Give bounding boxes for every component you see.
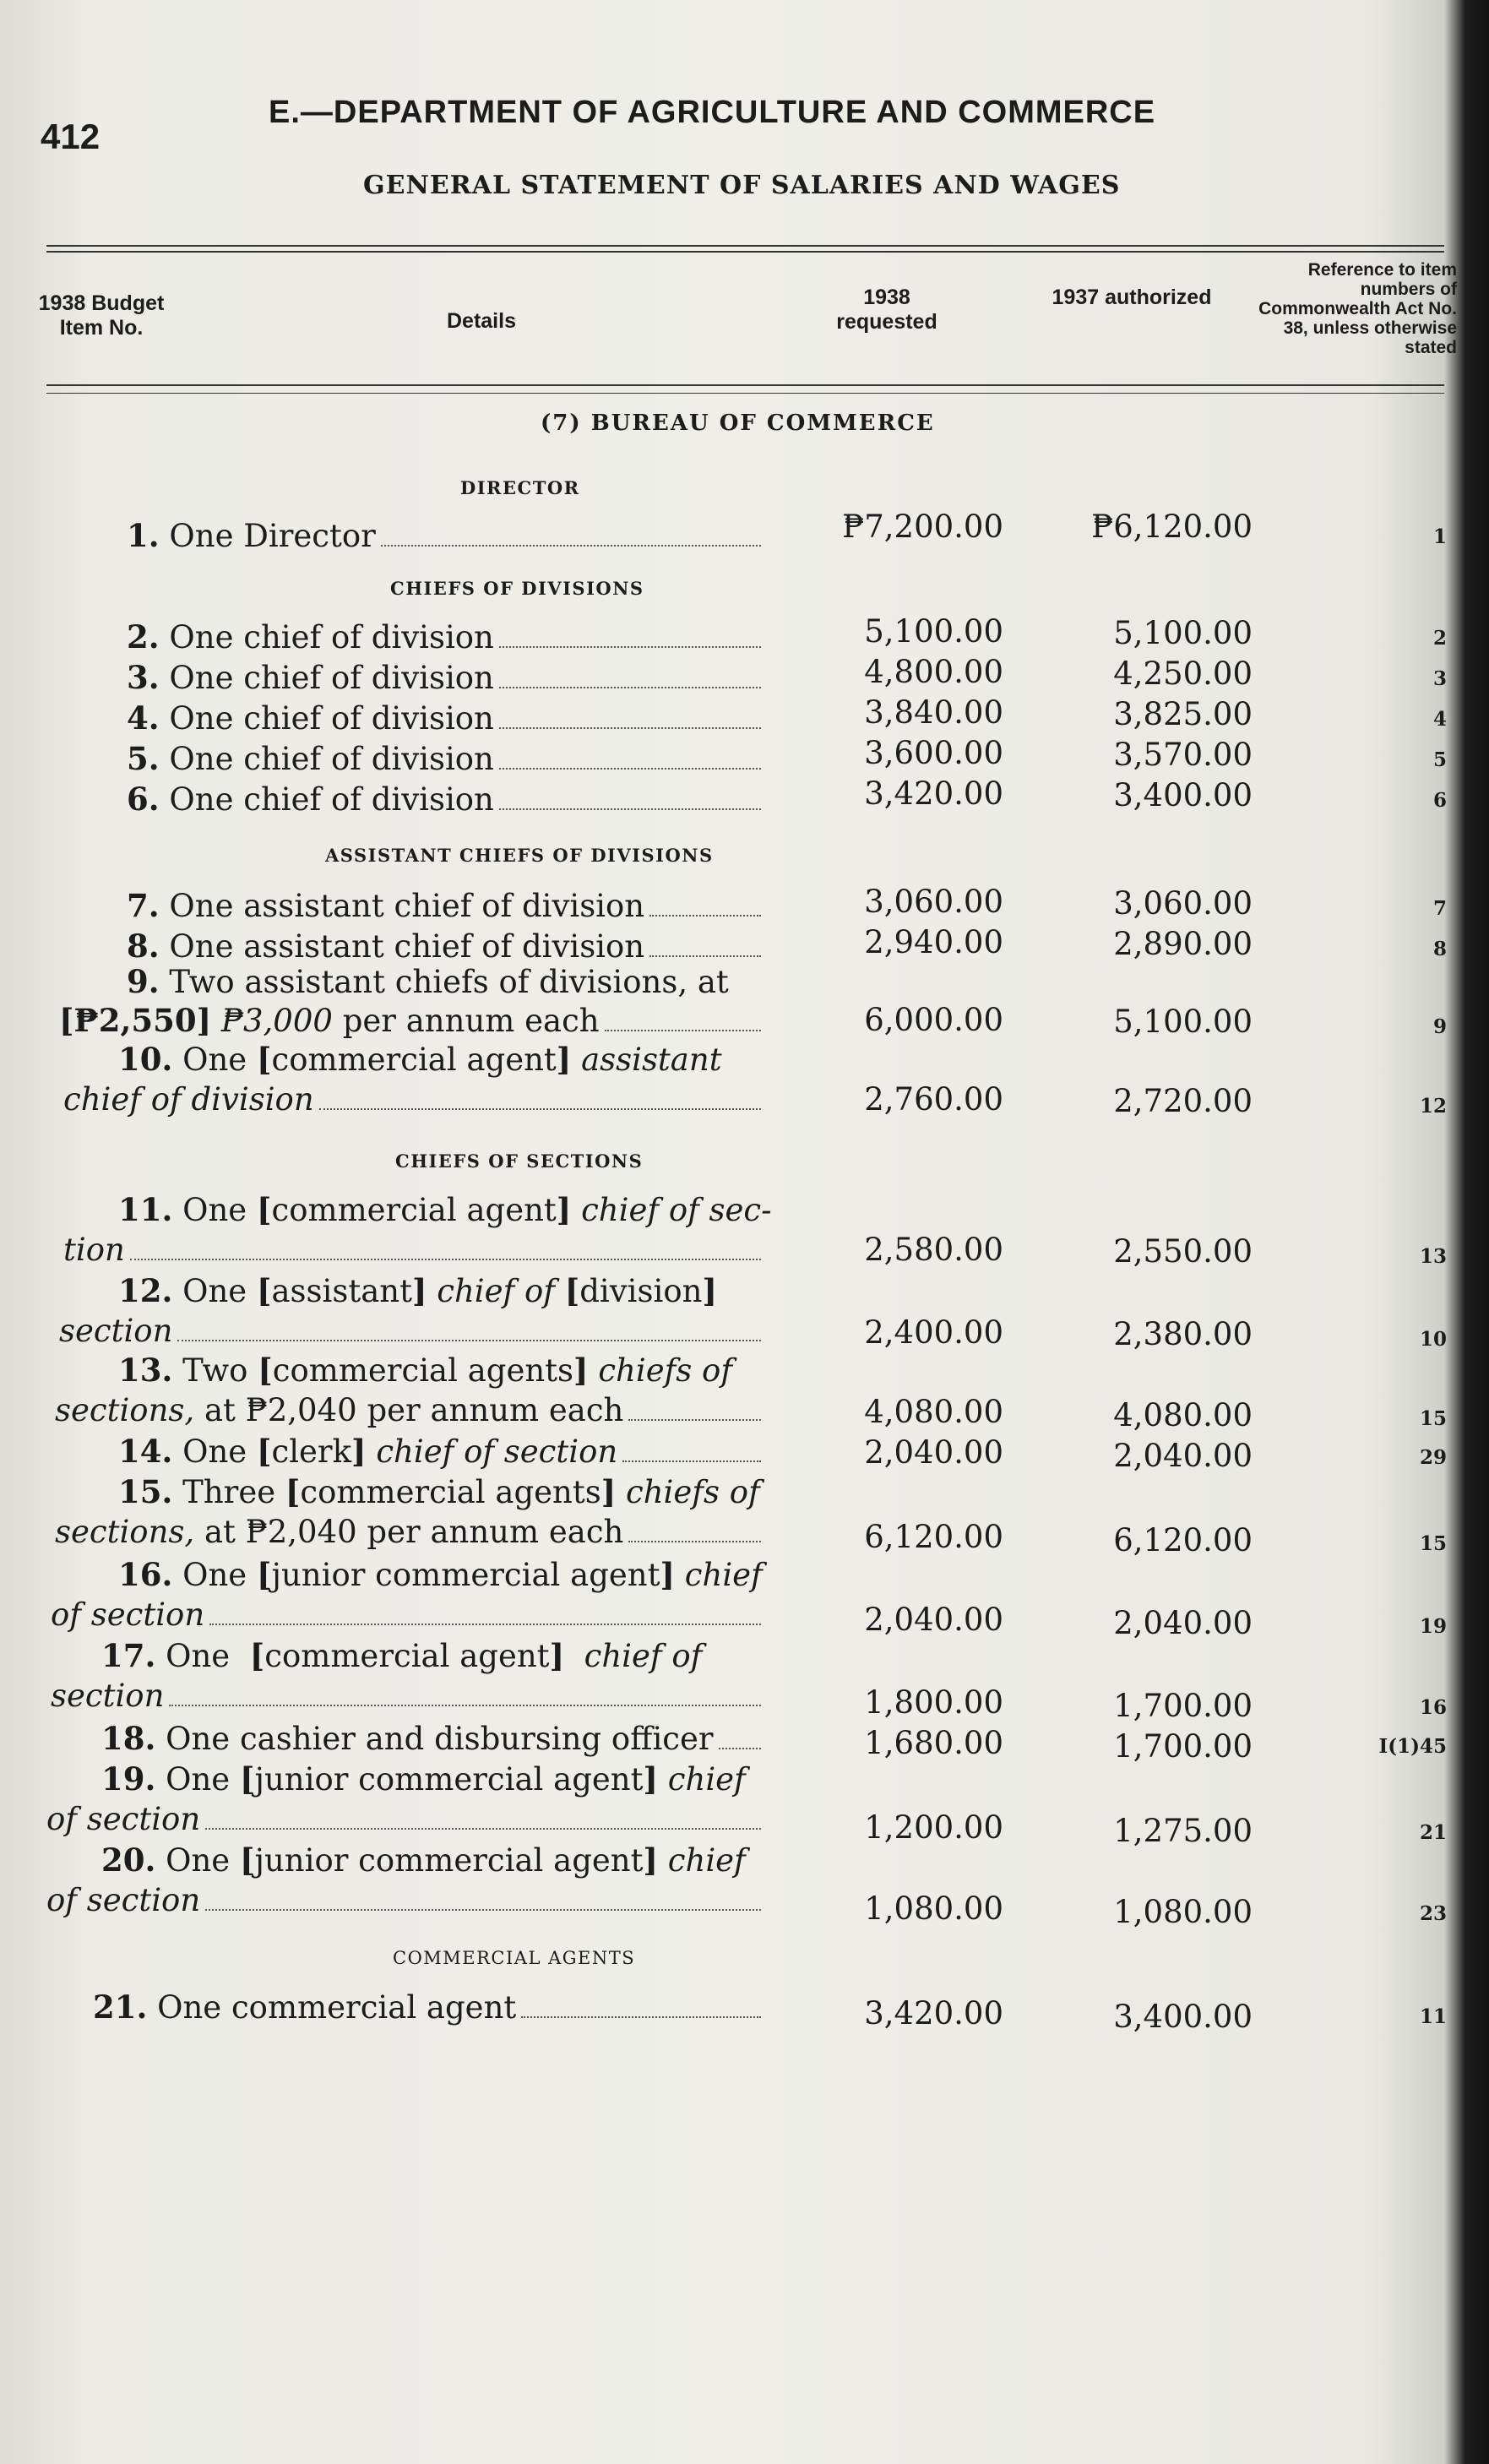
list-item: 18. One cashier and disbursing officer bbox=[0, 1720, 764, 1758]
list-item: 15. Three [ commercial agents ] chiefs of bbox=[118, 1473, 760, 1510]
section-heading-assistant-chiefs: ASSISTANT CHIEFS OF DIVISIONS bbox=[325, 845, 714, 866]
amount-requested: 2,580.00 bbox=[864, 1232, 1003, 1268]
list-item-continuation: section bbox=[0, 1678, 764, 1715]
statement-title: GENERAL STATEMENT OF SALARIES AND WAGES bbox=[363, 171, 1121, 200]
reference-number: 8 bbox=[1432, 938, 1447, 960]
amount-authorized: 3,570.00 bbox=[1113, 737, 1253, 773]
reference-number: 6 bbox=[1432, 789, 1447, 812]
amount-requested: 4,080.00 bbox=[864, 1394, 1003, 1430]
list-item: 8. One assistant chief of division bbox=[0, 927, 764, 965]
list-item: 11. One [ commercial agent ] chief of sec- bbox=[118, 1191, 772, 1228]
list-item-continuation: tion bbox=[0, 1232, 764, 1269]
amount-authorized: 4,080.00 bbox=[1113, 1397, 1253, 1433]
reference-number: 19 bbox=[1419, 1615, 1447, 1638]
list-item: 20. One [ junior commercial agent ] chief bbox=[101, 1841, 746, 1879]
department-title: E.—DEPARTMENT OF AGRICULTURE AND COMMERCE bbox=[269, 95, 1156, 130]
reference-number: 2 bbox=[1432, 627, 1447, 650]
list-item: 9. Two assistant chiefs of divisions, at bbox=[127, 963, 729, 1000]
reference-number: 10 bbox=[1419, 1328, 1447, 1351]
list-item: 4. One chief of division bbox=[0, 699, 764, 737]
amount-authorized: 5,100.00 bbox=[1113, 615, 1253, 651]
col-header-requested: 1938 requested bbox=[836, 286, 937, 334]
col-header-details: Details bbox=[447, 309, 516, 333]
reference-number: 23 bbox=[1419, 1902, 1447, 1925]
amount-requested: 1,800.00 bbox=[864, 1684, 1003, 1721]
reference-number: 3 bbox=[1432, 667, 1447, 690]
list-item-continuation: of section bbox=[0, 1882, 764, 1919]
bureau-heading: (7) BUREAU OF COMMERCE bbox=[541, 411, 935, 436]
list-item-continuation: [ ₱2,550 ] ₱3,000 per annum each bbox=[0, 1002, 764, 1040]
amount-authorized: 3,060.00 bbox=[1113, 885, 1253, 922]
amount-authorized: 6,120.00 bbox=[1113, 1522, 1253, 1558]
list-item: 12. One [ assistant ] chief of [ division ] bbox=[118, 1272, 717, 1309]
amount-requested: 1,680.00 bbox=[864, 1725, 1003, 1761]
header-rule-top bbox=[46, 245, 1444, 247]
amount-requested: 2,040.00 bbox=[864, 1434, 1003, 1471]
list-item-continuation: section bbox=[0, 1313, 764, 1350]
amount-authorized: 1,080.00 bbox=[1113, 1894, 1253, 1930]
amount-requested: 2,040.00 bbox=[864, 1602, 1003, 1638]
amount-authorized: 1,700.00 bbox=[1113, 1688, 1253, 1724]
page-number: 412 bbox=[41, 117, 101, 156]
list-item: 19. One [ junior commercial agent ] chief bbox=[101, 1760, 746, 1798]
reference-number: 9 bbox=[1432, 1015, 1447, 1038]
amount-authorized: ₱6,120.00 bbox=[1091, 509, 1253, 545]
amount-authorized: 1,700.00 bbox=[1113, 1728, 1253, 1765]
list-item: 21. One commercial agent bbox=[0, 1988, 764, 2026]
amount-requested: 3,060.00 bbox=[864, 884, 1003, 920]
list-item-continuation: sections, at ₱2,040 per annum each bbox=[0, 1514, 764, 1551]
list-item-continuation: of section bbox=[0, 1801, 764, 1838]
amount-authorized: 3,825.00 bbox=[1113, 696, 1253, 732]
section-heading-chiefs-divisions: CHIEFS OF DIVISIONS bbox=[390, 578, 644, 599]
header-rule-bottom-2 bbox=[46, 393, 1444, 394]
amount-requested: 2,400.00 bbox=[864, 1314, 1003, 1351]
amount-requested: 2,940.00 bbox=[864, 924, 1003, 960]
col-header-authorized: 1937 authorized bbox=[1052, 286, 1212, 309]
amount-authorized: 2,040.00 bbox=[1113, 1605, 1253, 1641]
amount-requested: 3,420.00 bbox=[864, 775, 1003, 812]
list-item-continuation: sections, at ₱2,040 per annum each bbox=[0, 1392, 764, 1429]
amount-authorized: 2,380.00 bbox=[1113, 1316, 1253, 1352]
header-rule-top-2 bbox=[46, 251, 1444, 253]
list-item-continuation: of section bbox=[0, 1596, 764, 1634]
list-item: 1. One Director bbox=[0, 517, 764, 555]
amount-authorized: 3,400.00 bbox=[1113, 1999, 1253, 2035]
reference-number: 15 bbox=[1419, 1407, 1447, 1430]
list-item: 6. One chief of division bbox=[0, 781, 764, 819]
amount-authorized: 5,100.00 bbox=[1113, 1004, 1253, 1040]
section-heading-commercial-agents: COMMERCIAL AGENTS bbox=[393, 1948, 636, 1968]
list-item: 13. Two [ commercial agents ] chiefs of bbox=[118, 1352, 733, 1389]
amount-requested: 6,120.00 bbox=[864, 1519, 1003, 1555]
amount-requested: 2,760.00 bbox=[864, 1081, 1003, 1118]
reference-number: 29 bbox=[1419, 1446, 1447, 1469]
col-header-item-no: 1938 Budget Item No. bbox=[38, 291, 165, 340]
reference-number: 11 bbox=[1419, 2005, 1447, 2028]
section-heading-director: DIRECTOR bbox=[460, 477, 580, 498]
amount-requested: 6,000.00 bbox=[864, 1002, 1003, 1038]
reference-number: 4 bbox=[1432, 708, 1447, 731]
list-item: 7. One assistant chief of division bbox=[0, 887, 764, 925]
reference-number: 12 bbox=[1419, 1095, 1447, 1118]
amount-authorized: 2,040.00 bbox=[1113, 1438, 1253, 1474]
amount-requested: 1,200.00 bbox=[864, 1809, 1003, 1846]
reference-number: I(1)45 bbox=[1378, 1735, 1447, 1758]
col-header-reference: Reference to item numbers of Commonwealth Act No. 38, unless otherwise stated bbox=[1258, 260, 1457, 357]
amount-requested: 3,600.00 bbox=[864, 735, 1003, 771]
amount-authorized: 2,720.00 bbox=[1113, 1083, 1253, 1119]
list-item: 2. One chief of division bbox=[0, 618, 764, 656]
reference-number: 15 bbox=[1419, 1532, 1447, 1555]
reference-number: 1 bbox=[1432, 525, 1447, 548]
reference-number: 21 bbox=[1419, 1821, 1447, 1844]
list-item: 17. One [ commercial agent ] chief of bbox=[101, 1637, 703, 1674]
amount-authorized: 1,275.00 bbox=[1113, 1813, 1253, 1849]
reference-number: 7 bbox=[1432, 897, 1447, 920]
reference-number: 5 bbox=[1432, 748, 1447, 771]
reference-number: 16 bbox=[1419, 1696, 1447, 1719]
list-item: 10. One [ commercial agent ] assistant bbox=[118, 1041, 722, 1078]
list-item: 14. One [ clerk ] chief of section bbox=[0, 1433, 764, 1471]
amount-requested: 1,080.00 bbox=[864, 1890, 1003, 1927]
amount-requested: 3,420.00 bbox=[864, 1995, 1003, 2032]
header-rule-bottom bbox=[46, 384, 1444, 386]
amount-requested: ₱7,200.00 bbox=[842, 509, 1003, 545]
section-heading-chiefs-sections: CHIEFS OF SECTIONS bbox=[395, 1150, 644, 1172]
amount-authorized: 3,400.00 bbox=[1113, 777, 1253, 813]
amount-authorized: 2,550.00 bbox=[1113, 1233, 1253, 1270]
list-item: 16. One [ junior commercial agent ] chief bbox=[118, 1556, 763, 1593]
amount-authorized: 2,890.00 bbox=[1113, 926, 1253, 962]
amount-requested: 4,800.00 bbox=[864, 654, 1003, 690]
list-item: 3. One chief of division bbox=[0, 659, 764, 697]
amount-requested: 3,840.00 bbox=[864, 694, 1003, 731]
amount-authorized: 4,250.00 bbox=[1113, 655, 1253, 692]
list-item: 5. One chief of division bbox=[0, 740, 764, 778]
list-item-continuation: chief of division bbox=[0, 1081, 764, 1118]
reference-number: 13 bbox=[1419, 1245, 1447, 1268]
amount-requested: 5,100.00 bbox=[864, 613, 1003, 650]
